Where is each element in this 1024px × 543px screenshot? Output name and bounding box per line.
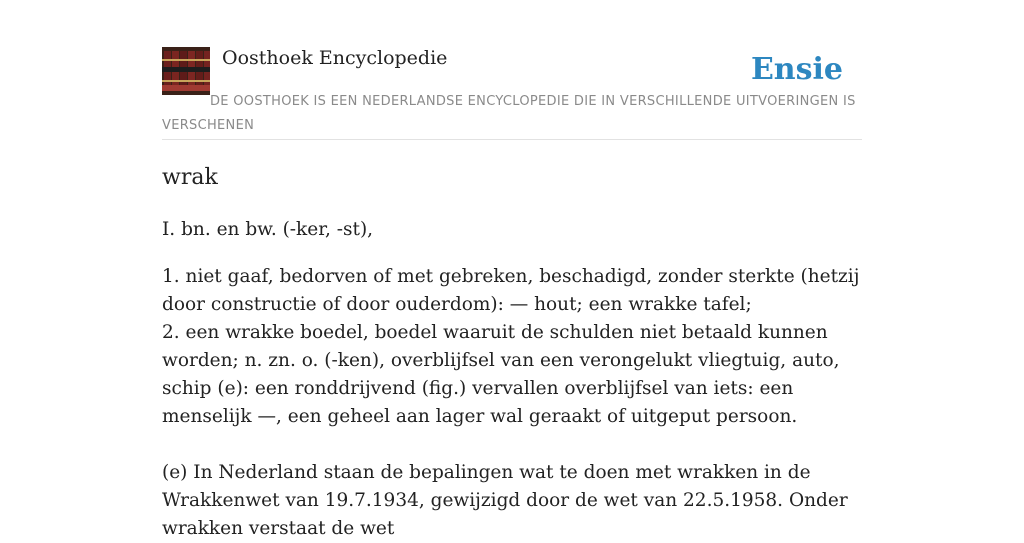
encyclopedic-note: (e) In Nederland staan de bepalingen wat te doen met wrakken in de Wrakkenwet van 19.7.1934, gewijzigd door de wet van 22.5.1958. Onder wrakken verstaat de wet bbox=[162, 462, 848, 539]
source-description: DE OOSTHOEK IS EEN NEDERLANDSE ENCYCLOPEDIE DIE IN VERSCHILLENDE UITVOERINGEN IS VERSCHENEN bbox=[162, 94, 856, 133]
source-title[interactable]: Oosthoek Encyclopedie bbox=[222, 47, 448, 69]
definition-1: 1. niet gaaf, bedorven of met gebreken, beschadigd, zonder sterkte (hetzij door constructie of door ouderdom): — hout; een wrakke tafel; bbox=[162, 266, 860, 315]
brand-logo[interactable]: Ensie bbox=[750, 52, 843, 87]
definition-2: 2. een wrakke boedel, boedel waaruit de schulden niet betaald kunnen worden; n. zn. o. (-ken), overblijfsel van een verongelukt vliegtuig, auto, schip (e): een ronddrijvend (fig.) vervallen overblijfsel van iets: een menselijk —, een geheel aan lager wal geraakt of uitgeput persoon. bbox=[162, 322, 840, 427]
grammar-line: I. bn. en bw. (-ker, -st), bbox=[162, 219, 374, 240]
avatar[interactable] bbox=[162, 47, 210, 95]
encyclopedia-books-icon bbox=[162, 47, 210, 95]
source-header bbox=[162, 46, 862, 140]
entry-content bbox=[162, 162, 866, 543]
entry-term: wrak bbox=[162, 165, 218, 190]
